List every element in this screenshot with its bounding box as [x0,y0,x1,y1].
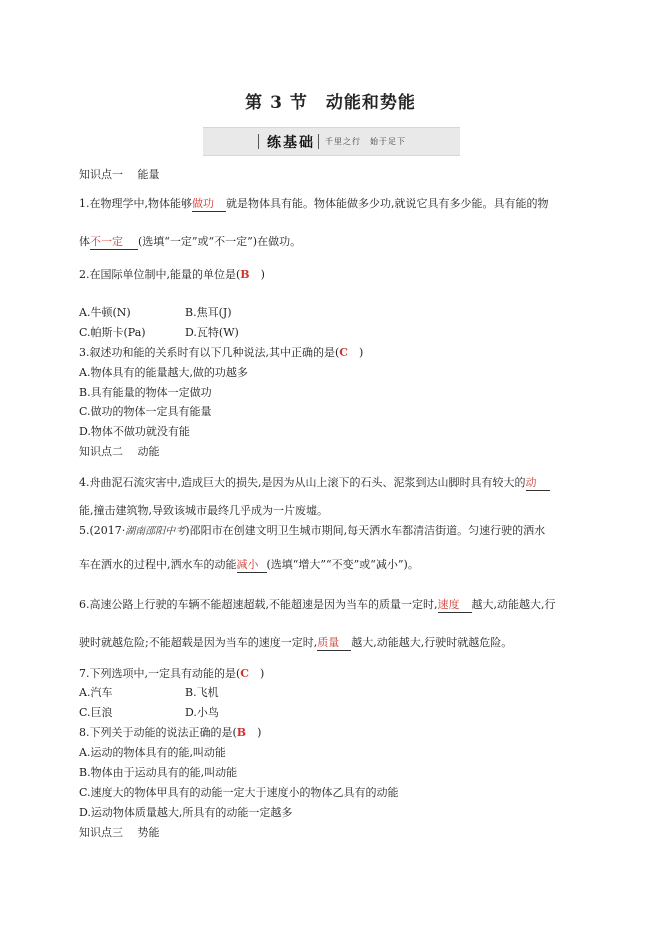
q3-answer: C [339,346,349,359]
q8-option-c: C.速度大的物体甲具有的动能一定大于速度小的物体乙具有的动能 [79,786,399,799]
q6-blank-2 [317,634,351,651]
banner-main-text: 练基础 [267,135,315,151]
q7-option-c: C.巨浪 [79,706,113,719]
q3-option-d: D.物体不做功就没有能 [79,425,190,438]
q5-answer: 减小 [236,558,259,571]
question-4-line-2: 能,撞击建筑物,导致该城市最终几乎成为一片废墟。 [79,504,328,517]
q8-answer: B [236,726,247,739]
q6-answer-2: 质量 [317,636,340,649]
question-1-line-2 [79,233,301,250]
section-heading-kinetic: 知识点二 动能 [79,445,160,458]
q1-blank-1 [192,195,226,212]
q6-text: 越大,动能越大,行驶时就越危险。 [351,636,513,649]
question-8-stem [79,724,261,740]
q5-source: 湖南邵阳中考 [125,526,186,537]
section-banner [203,127,460,156]
q3-stem-text: 3.叙述功和能的关系时有以下几种说法,其中正确的是( [79,346,340,359]
q8-stem-text: 8.下列关于动能的说法正确的是( [79,726,237,739]
q3-close-paren: ) [348,346,364,359]
q1-text: (选填“一定”或“不一定”)在做功。 [138,235,302,248]
q2-option-b: B.焦耳(J) [185,306,232,319]
q1-text: 体 [79,235,90,248]
q8-option-d: D.运动物体质量越大,所具有的动能一定越多 [79,806,293,819]
banner-sub-text: 千里之行 始于足下 [325,137,406,146]
q6-answer-1: 速度 [437,598,460,611]
q1-blank-2 [90,233,138,250]
section-heading-potential: 知识点三 势能 [79,826,160,839]
q1-text: 1.在物理学中,物体能够 [79,197,192,210]
q2-close-paren: ) [249,268,265,281]
question-6-line-1 [79,596,556,613]
q5-text: 车在洒水的过程中,洒水车的动能 [79,558,237,571]
banner-divider [258,134,259,149]
q7-option-d: D.小鸟 [185,706,219,719]
question-1-line-1 [79,195,549,212]
q8-option-a: A.运动的物体具有的能,叫动能 [79,746,226,759]
q2-option-c: C.帕斯卡(Pa) [79,326,146,339]
q2-option-a: A.牛顿(N) [79,306,131,319]
q6-text: 越大,动能越大,行 [471,598,556,611]
q1-answer-2: 不一定 [90,235,123,248]
q6-blank-1 [438,596,472,613]
question-6-line-2 [79,634,512,651]
q4-answer: 动 [525,476,537,489]
q3-option-b: B.具有能量的物体一定做功 [79,386,212,399]
question-5-line-2 [79,556,419,573]
question-2-stem [79,266,265,282]
q4-blank [526,474,550,491]
q5-text: (选填“增大”“不变”或“减小”)。 [266,558,419,571]
q1-text: 就是物体具有能。物体能做多少功,就说它具有多少能。具有能的物 [226,197,549,210]
banner-divider [318,134,319,149]
q7-option-a: A.汽车 [79,686,113,699]
page-title: 第 3 节 动能和势能 [245,93,416,113]
q7-option-b: B.飞机 [185,686,219,699]
q7-stem-text: 7.下列选项中,一定具有动能的是( [79,667,241,680]
question-4-line-1 [79,474,550,491]
question-5-line-1 [79,522,545,538]
q8-close-paren: ) [246,726,262,739]
q4-text: 4.舟曲泥石流灾害中,造成巨大的损失,是因为从山上滚下的石头、泥浆到达山脚时具有较大的 [79,476,526,489]
q2-option-d: D.瓦特(W) [185,326,239,339]
q3-option-c: C.做功的物体一定具有能量 [79,405,212,418]
section-heading-energy: 知识点一 能量 [79,168,160,181]
q6-text: 6.高速公路上行驶的车辆不能超速超载,不能超速是因为当车的质量一定时, [79,598,438,611]
q1-answer-1: 做功 [192,197,214,210]
q5-text: 5.(2017· [79,524,126,537]
q3-option-a: A.物体具有的能量越大,做的功越多 [79,366,248,379]
q5-text: )邵阳市在创建文明卫生城市期间,每天洒水车都清洁街道。匀速行驶的洒水 [185,524,546,537]
q6-text: 驶时就越危险;不能超载是因为当车的速度一定时, [79,636,318,649]
q5-blank [237,556,267,573]
q8-option-b: B.物体由于运动具有的能,叫动能 [79,766,238,779]
q7-answer: C [240,667,250,680]
question-7-stem [79,665,264,681]
q7-close-paren: ) [249,667,265,680]
q2-stem-text: 2.在国际单位制中,能量的单位是( [79,268,241,281]
question-3-stem [79,344,363,360]
q2-answer: B [240,268,250,281]
